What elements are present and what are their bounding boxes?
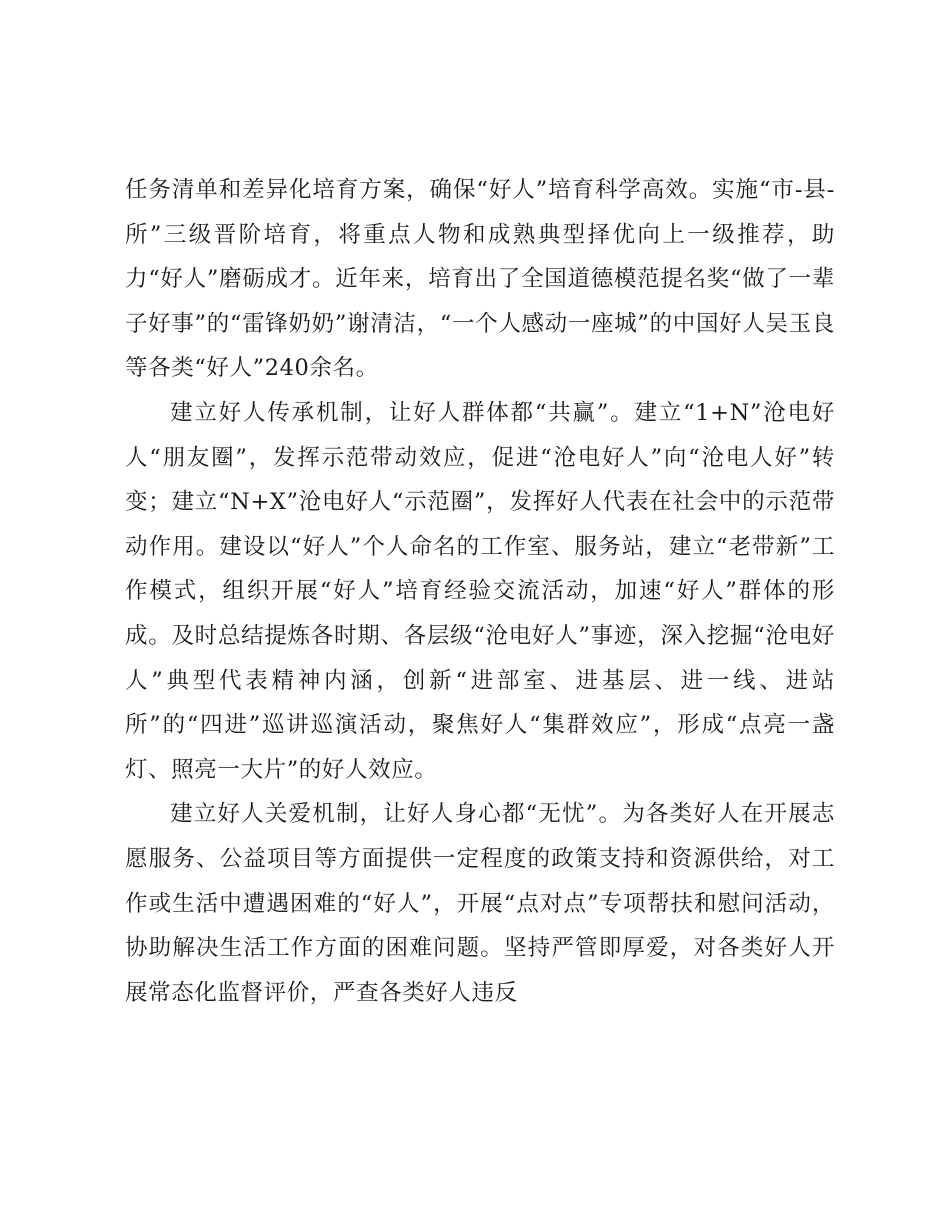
paragraph-care-mechanism: 建立好人关爱机制，让好人身心都“无忧”。为各类好人在开展志愿服务、公益项目等方面提供一定程度的政策支持和资源供给，对工作或生活中遭遇困难的“好人”，开展“点对点”专项帮扶和慰问活动，协助解决生活工作方面的困难问题。坚持严管即厚爱，对各类好人开展常态化监督评价，严查各类好人违反 — [125, 801, 835, 1006]
paragraph-continuation: 任务清单和差异化培育方案，确保“好人”培育科学高效。实施“市-县-所”三级晋阶培育，将重点人物和成熟典型择优向上一级推荐，助力“好人”磨砺成才。近年来，培育出了全国道德模范提名奖“做了一辈子好事”的“雷锋奶奶”谢清洁，“一个人感动一座城”的中国好人吴玉良等各类“好人”240余名。 — [125, 177, 835, 382]
paragraph-inheritance-mechanism: 建立好人传承机制，让好人群体都“共赢”。建立“1+N”沧电好人“朋友圈”，发挥示范带动效应，促进“沧电好人”向“沧电人好”转变；建立“N+X”沧电好人“示范圈”，发挥好人代表在社会中的示范带动作用。建设以“好人”个人命名的工作室、服务站，建立“老带新”工作模式，组织开展“好人”培育经验交流活动，加速“好人”群体的形成。及时总结提炼各时期、各层级“沧电好人”事迹，深入挖掘“沧电好人”典型代表精神内涵，创新“进部室、进基层、进一线、进站所”的“四进”巡讲巡演活动，聚焦好人“集群效应”，形成“点亮一盏灯、照亮一大片”的好人效应。 — [125, 399, 835, 783]
document-body — [125, 168, 835, 1015]
